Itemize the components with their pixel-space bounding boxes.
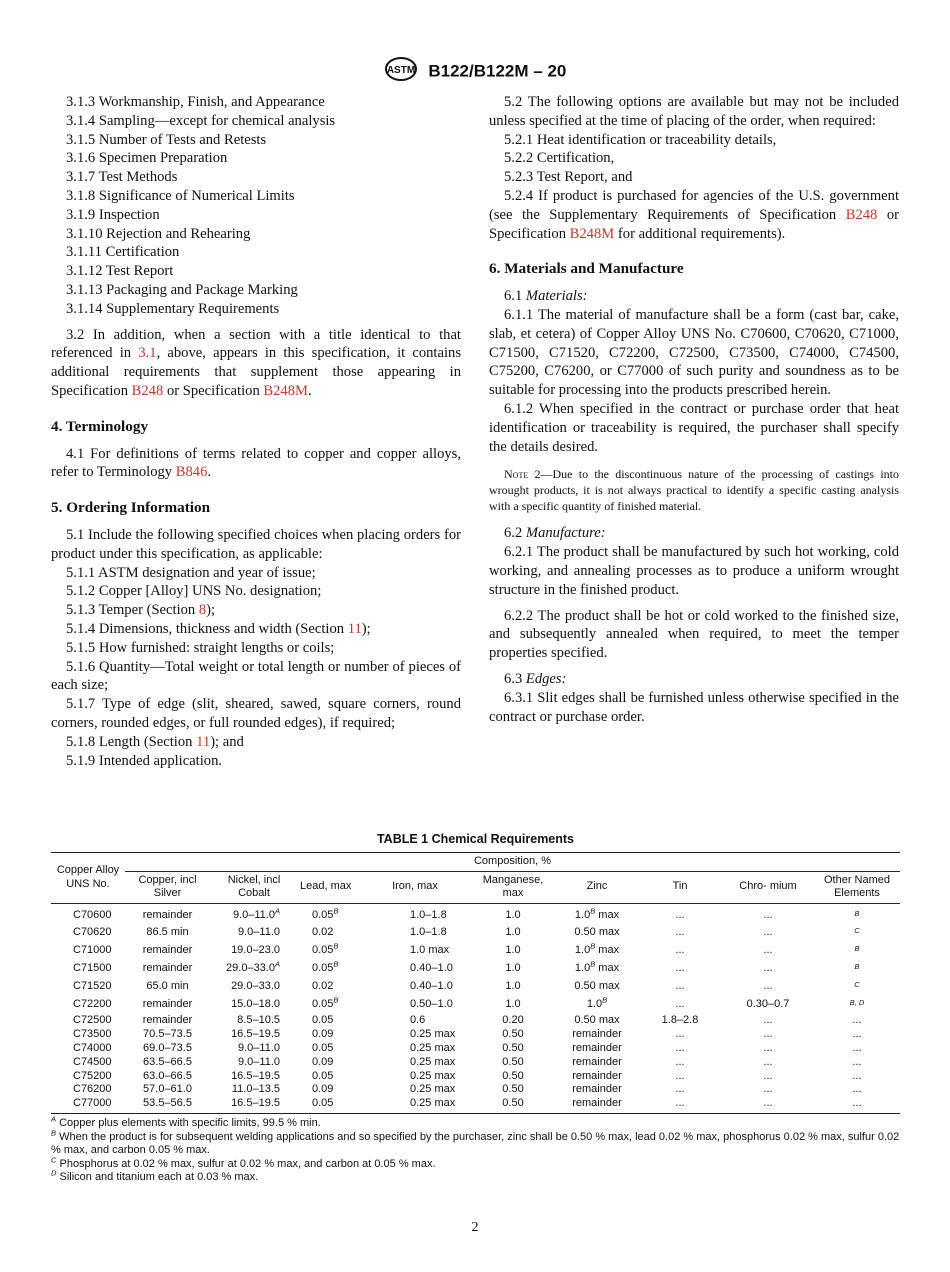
cell-alloy: C70620: [73, 926, 112, 939]
cell-iron: 0.40–1.0: [410, 980, 453, 993]
column-header-zinc: Zinc: [556, 871, 638, 903]
paragraph-6-1-1: 6.1.1 The material of manufacture shall be a form (cast bar, cake, slab, et cetera) of Copper Alloy UNS No. C70600, C70620, C71000, C71500, C71520, C72200, C72500, C73500, C74000, C74500, C75200, C76200, or C77000 of such purity and soundness as to be suitable for processing into the products prescribed herein.: [489, 306, 899, 399]
cell-chromium: ...: [763, 1055, 773, 1068]
cell-manganese: 0.50: [502, 1069, 524, 1082]
list-item: 3.1.5 Number of Tests and Retests: [66, 131, 267, 148]
cell-copper: remainder: [142, 1013, 193, 1026]
cell-nickel: 8.5–10.5: [237, 1013, 280, 1026]
left-column: [51, 93, 461, 770]
cell-manganese: 1.0: [505, 908, 521, 921]
cell-manganese: 1.0: [505, 944, 521, 957]
cell-nickel: 9.0–11.0: [237, 1055, 280, 1068]
table-caption: TABLE 1 Chemical Requirements: [376, 832, 575, 846]
link-b248[interactable]: B248: [131, 382, 164, 399]
cell-zinc: remainder: [572, 1069, 622, 1082]
cell-lead: 0.02: [312, 980, 334, 993]
cell-other: B, D: [849, 998, 865, 1008]
list-item: 3.1.7 Test Methods: [66, 169, 178, 186]
paragraph-6-2-1: 6.2.1 The product shall be manufactured by such hot working, cold working, and annealing processes as to produce a uniform wrought structure in the finished product.: [489, 544, 899, 598]
column-header-iron: Iron, max: [360, 871, 470, 903]
list-item: 3.1.13 Packaging and Package Marking: [66, 281, 298, 298]
cell-iron: 0.25 max: [410, 1041, 456, 1054]
cell-lead: 0.05: [298, 1097, 360, 1113]
cell-other: ...: [852, 1055, 862, 1068]
table-row: [51, 903, 900, 924]
table-footnotes: [51, 1114, 900, 1185]
cell-chromium: ...: [763, 1069, 773, 1082]
cell-alloy: C74500: [73, 1055, 112, 1068]
cell-zinc: 0.50 max: [574, 926, 620, 939]
cell-alloy: C71500: [73, 962, 112, 975]
table-row: [51, 1097, 900, 1113]
list-item: 5.1.5 How furnished: straight lengths or coils;: [66, 639, 335, 656]
page-header: [0, 56, 950, 87]
cell-zinc: $1.0^B$ max: [574, 905, 620, 921]
cell-iron: 1.0–1.8: [410, 908, 447, 921]
cell-zinc: remainder: [572, 1027, 622, 1040]
cell-copper: 69.0–73.5: [143, 1041, 192, 1054]
list-item: 5.2.1 Heat identification or traceability details,: [504, 131, 777, 148]
cell-lead: $0.05^B$: [312, 959, 339, 975]
link-b846[interactable]: B846: [175, 464, 208, 481]
list-item: 5.2.2 Certification,: [504, 150, 615, 167]
table-row: [51, 924, 900, 942]
list-item: 5.1.8 Length (Section 11); and: [66, 733, 244, 750]
cell-copper: 57.0–61.0: [143, 1083, 192, 1096]
cell-lead: $0.05^B$: [312, 995, 339, 1011]
column-header-manganese: Manganese, max: [470, 871, 556, 903]
cell-alloy: C77000: [51, 1097, 125, 1113]
list-item: 3.1.4 Sampling—except for chemical analysis: [66, 112, 336, 129]
cell-nickel: 16.5–19.5: [231, 1069, 280, 1082]
footnote: $^B$ When the product is for subsequent welding applications and so specified by the purchaser, zinc shall be 0.50 % max, lead 0.02 % max, phosphorus 0.02 % max, sulfur 0.02 % max, and carbon 0.05 % max.: [51, 1128, 900, 1157]
cell-tin: ...: [675, 962, 685, 975]
cell-copper: 53.5–56.5: [125, 1097, 210, 1113]
cell-manganese: 0.50: [502, 1027, 524, 1040]
cell-chromium: ...: [763, 980, 773, 993]
cell-other: B: [854, 962, 860, 972]
cell-other: C: [854, 926, 860, 936]
column-header-copper: Copper, incl Silver: [125, 871, 210, 903]
list-item: 3.1.9 Inspection: [66, 206, 160, 223]
link-section-8[interactable]: 8: [198, 602, 207, 619]
cell-tin: ...: [675, 1027, 685, 1040]
cell-iron: 0.6: [410, 1013, 426, 1026]
link-section-3-1[interactable]: 3.1: [138, 345, 157, 362]
cell-nickel: 9.0–11.0: [237, 926, 280, 939]
table-body: [51, 903, 900, 1114]
cell-tin: 1.8–2.8: [661, 1013, 699, 1026]
cell-zinc: remainder: [572, 1041, 622, 1054]
cell-iron: 0.25 max: [360, 1097, 470, 1113]
cell-iron: 1.0–1.8: [410, 926, 447, 939]
list-item: 3.1.12 Test Report: [66, 263, 174, 280]
cell-alloy: C71520: [73, 980, 112, 993]
cell-chromium: ...: [763, 962, 773, 975]
cell-lead: 0.05: [312, 1041, 334, 1054]
column-header-lead: Lead, max: [298, 871, 360, 903]
cell-manganese: 1.0: [505, 998, 521, 1011]
table-row: [51, 1014, 900, 1028]
cell-chromium: ...: [763, 1083, 773, 1096]
cell-tin: ...: [675, 980, 685, 993]
table-row: [51, 1042, 900, 1056]
cell-lead: 0.09: [312, 1027, 334, 1040]
list-item: 5.1.9 Intended application.: [66, 752, 223, 769]
table-row: [51, 1056, 900, 1070]
document-designation: B122/B122M – 20: [428, 61, 567, 81]
cell-iron: 0.25 max: [410, 1027, 456, 1040]
cell-iron: 1.0 max: [410, 944, 450, 957]
cell-other: C: [854, 980, 860, 990]
cell-lead: 0.09: [312, 1055, 334, 1068]
cell-iron: 0.50–1.0: [410, 998, 453, 1011]
list-item: 5.1.4 Dimensions, thickness and width (Section 11);: [66, 620, 371, 637]
list-item: 3.1.8 Significance of Numerical Limits: [66, 187, 295, 204]
cell-other: B: [854, 944, 860, 954]
cell-manganese: 1.0: [505, 926, 521, 939]
link-section-11[interactable]: 11: [347, 620, 362, 637]
section-6-heading: 6. Materials and Manufacture: [489, 260, 684, 278]
table-row: [51, 996, 900, 1014]
list-item: 3.1.6 Specimen Preparation: [66, 150, 228, 167]
cell-copper: remainder: [142, 908, 193, 921]
cell-copper: remainder: [142, 998, 193, 1011]
paragraph-6-2: 6.2 Manufacture:: [504, 525, 606, 542]
cell-alloy: C71000: [73, 944, 112, 957]
page-number: 2: [471, 1220, 479, 1235]
cell-tin: ...: [675, 944, 685, 957]
cell-manganese: 1.0: [505, 980, 521, 993]
paragraph-6-2-2: 6.2.2 The product shall be hot or cold worked to the finished size, and subsequently annealed when required, to meet the temper properties specified.: [489, 607, 899, 662]
cell-copper: remainder: [142, 962, 193, 975]
cell-other: ...: [852, 1069, 862, 1082]
cell-manganese: 0.50: [470, 1097, 556, 1113]
cell-other: ...: [852, 1041, 862, 1054]
list-item: 5.1.2 Copper [Alloy] UNS No. designation;: [66, 583, 322, 600]
cell-lead: 0.05: [312, 1013, 334, 1026]
section-5-heading: 5. Ordering Information: [51, 499, 211, 517]
chemical-requirements-table-block: [51, 832, 900, 1185]
cell-tin: ...: [675, 926, 685, 939]
cell-alloy: C74000: [73, 1041, 112, 1054]
cell-zinc: 0.50 max: [574, 980, 620, 993]
cell-chromium: ...: [722, 1097, 814, 1113]
cell-nickel: 16.5–19.5: [210, 1097, 298, 1113]
footnote: $^A$ Copper plus elements with specific limits, 99.5 % min.: [51, 1114, 321, 1130]
link-b248[interactable]: B248: [845, 206, 878, 223]
paragraph-5-2: 5.2 The following options are available but may not be included unless specified at the time of placing of the order, when required:: [489, 94, 899, 129]
list-item: 5.1.6 Quantity—Total weight or total length or number of pieces of each size;: [51, 658, 461, 694]
cell-tin: ...: [638, 1097, 722, 1113]
table-row: [51, 960, 900, 978]
table-row: [51, 1028, 900, 1042]
cell-tin: ...: [675, 1055, 685, 1068]
cell-copper: 63.0–66.5: [143, 1069, 192, 1082]
cell-manganese: 1.0: [505, 962, 521, 975]
cell-lead: 0.05: [312, 1069, 334, 1082]
paragraph-3-2: 3.2 In addition, when a section with a title identical to that referenced in 3.1, above, appears in this specification, it contains additional requirements that supplement those appearing in Specification B248 or Specification B248M.: [51, 326, 461, 399]
column-header-tin: Tin: [638, 871, 722, 903]
chemical-requirements-table: [51, 852, 900, 1114]
cell-tin: ...: [675, 1083, 685, 1096]
cell-zinc: remainder: [572, 1055, 622, 1068]
cell-lead: $0.05^B$: [312, 905, 339, 921]
cell-chromium: ...: [763, 944, 773, 957]
cell-lead: $0.05^B$: [312, 941, 339, 957]
cell-tin: ...: [675, 1041, 685, 1054]
cell-other: ...: [852, 1083, 862, 1096]
column-header-other: Other Named Elements: [814, 871, 900, 903]
cell-tin: ...: [675, 1069, 685, 1082]
cell-nickel: $29.0-33.0^A$: [226, 959, 280, 975]
cell-copper: 65.0 min: [146, 980, 189, 993]
note-2: Note 2—Due to the discontinuous nature of the processing of castings into wrought products, it is not always practical to identify a specific casting analysis with a specific quantity of finished material.: [489, 467, 899, 514]
cell-manganese: 0.50: [502, 1055, 524, 1068]
cell-iron: 0.40–1.0: [410, 962, 453, 975]
cell-alloy: C76200: [73, 1083, 112, 1096]
cell-zinc: remainder: [572, 1083, 622, 1096]
paragraph-6-3: 6.3 Edges:: [504, 670, 567, 687]
cell-zinc: $1.0^B$: [586, 995, 608, 1011]
svg-text:ASTM: ASTM: [386, 65, 415, 76]
cell-manganese: 0.50: [502, 1083, 524, 1096]
cell-nickel: 29.0–33.0: [231, 980, 280, 993]
table-row: [51, 1070, 900, 1084]
cell-tin: ...: [675, 908, 685, 921]
cell-nickel: 9.0–11.0: [237, 1041, 280, 1054]
cell-lead: 0.02: [312, 926, 334, 939]
column-header-composition: Composition, %: [125, 853, 900, 872]
cell-iron: 0.25 max: [410, 1069, 456, 1082]
link-b248m[interactable]: B248M: [569, 225, 615, 242]
paragraph-5-1: 5.1 Include the following specified choices when placing orders for product under this specification, as applicable:: [51, 526, 461, 562]
cell-nickel: 15.0–18.0: [231, 998, 280, 1011]
cell-chromium: ...: [763, 1027, 773, 1040]
footnote: $^D$ Silicon and titanium each at 0.03 % max.: [51, 1168, 259, 1184]
cell-nickel: 11.0–13.5: [231, 1083, 280, 1096]
paragraph-6-1-2: 6.1.2 When specified in the contract or purchase order that heat identification or traceability is required, the purchaser shall specify the details desired.: [489, 400, 899, 455]
cell-copper: 70.5–73.5: [143, 1027, 192, 1040]
cell-other: ...: [852, 1027, 862, 1040]
list-item: 5.1.7 Type of edge (slit, sheared, sawed, square corners, round corners, rounded edges, or full rounded edges), if required;: [51, 696, 461, 731]
cell-other: ...: [852, 1013, 862, 1026]
cell-alloy: C75200: [73, 1069, 112, 1082]
cell-alloy: C72500: [73, 1013, 112, 1026]
cell-manganese: 0.50: [502, 1041, 524, 1054]
right-column: [489, 93, 899, 726]
footnote: $^C$ Phosphorus at 0.02 % max, sulfur at 0.02 % max, and carbon at 0.05 % max.: [51, 1155, 436, 1170]
list-item: 5.1.3 Temper (Section 8);: [66, 602, 216, 619]
cell-chromium: ...: [763, 1013, 773, 1026]
cell-copper: remainder: [142, 944, 193, 957]
table-row: [51, 942, 900, 960]
cell-alloy: C70600: [73, 908, 112, 921]
cell-chromium: ...: [763, 1041, 773, 1054]
cell-tin: ...: [675, 998, 685, 1011]
cell-nickel: $9.0-11.0^A$: [232, 905, 280, 921]
cell-zinc: $1.0^B$ max: [574, 959, 620, 975]
cell-chromium: 0.30–0.7: [746, 998, 790, 1011]
cell-iron: 0.25 max: [410, 1055, 456, 1068]
list-item: 3.1.10 Rejection and Rehearing: [66, 225, 251, 242]
section-3-1-list: [51, 93, 461, 319]
astm-logo-icon: [384, 56, 418, 87]
cell-nickel: 19.0–23.0: [231, 944, 280, 957]
link-b248m[interactable]: B248M: [263, 382, 309, 399]
list-item: 3.1.11 Certification: [66, 244, 180, 261]
cell-other: B: [854, 908, 860, 918]
paragraph-6-1: 6.1 Materials:: [504, 288, 588, 305]
list-item: 3.1.3 Workmanship, Finish, and Appearance: [66, 94, 325, 110]
paragraph-4-1: 4.1 For definitions of terms related to copper and copper alloys, refer to Terminology B846.: [51, 445, 461, 481]
cell-alloy: C72200: [73, 998, 112, 1011]
column-header-chromium: Chro- mium: [722, 871, 814, 903]
cell-lead: 0.09: [312, 1083, 334, 1096]
cell-zinc: remainder: [556, 1097, 638, 1113]
cell-copper: 63.5–66.5: [143, 1055, 192, 1068]
cell-chromium: ...: [763, 926, 773, 939]
paragraph-6-3-1: 6.3.1 Slit edges shall be furnished unless otherwise specified in the contract or purchase order.: [489, 689, 899, 725]
cell-zinc: 0.50 max: [574, 1013, 620, 1026]
cell-iron: 0.25 max: [410, 1083, 456, 1096]
cell-nickel: 16.5–19.5: [231, 1027, 280, 1040]
table-row: [51, 1083, 900, 1097]
list-item: 5.2.4 If product is purchased for agencies of the U.S. government (see the Supplementary Requirements of Specification B248 or Specification B248M for additional requirements).: [489, 187, 899, 242]
link-section-11[interactable]: 11: [196, 733, 211, 750]
cell-alloy: C73500: [73, 1027, 112, 1040]
list-item: 5.2.3 Test Report, and: [504, 169, 633, 186]
table-row: [51, 978, 900, 996]
cell-zinc: $1.0^B$ max: [574, 941, 620, 957]
list-item: 3.1.14 Supplementary Requirements: [66, 300, 280, 317]
cell-other: ...: [814, 1097, 900, 1113]
cell-copper: 86.5 min: [146, 926, 189, 939]
list-item: 5.1.1 ASTM designation and year of issue;: [66, 564, 316, 581]
column-header-alloy: Copper Alloy UNS No.: [51, 853, 125, 904]
cell-chromium: ...: [763, 908, 773, 921]
section-4-heading: 4. Terminology: [51, 417, 149, 435]
column-header-nickel: Nickel, incl Cobalt: [210, 871, 298, 903]
cell-manganese: 0.20: [502, 1013, 524, 1026]
